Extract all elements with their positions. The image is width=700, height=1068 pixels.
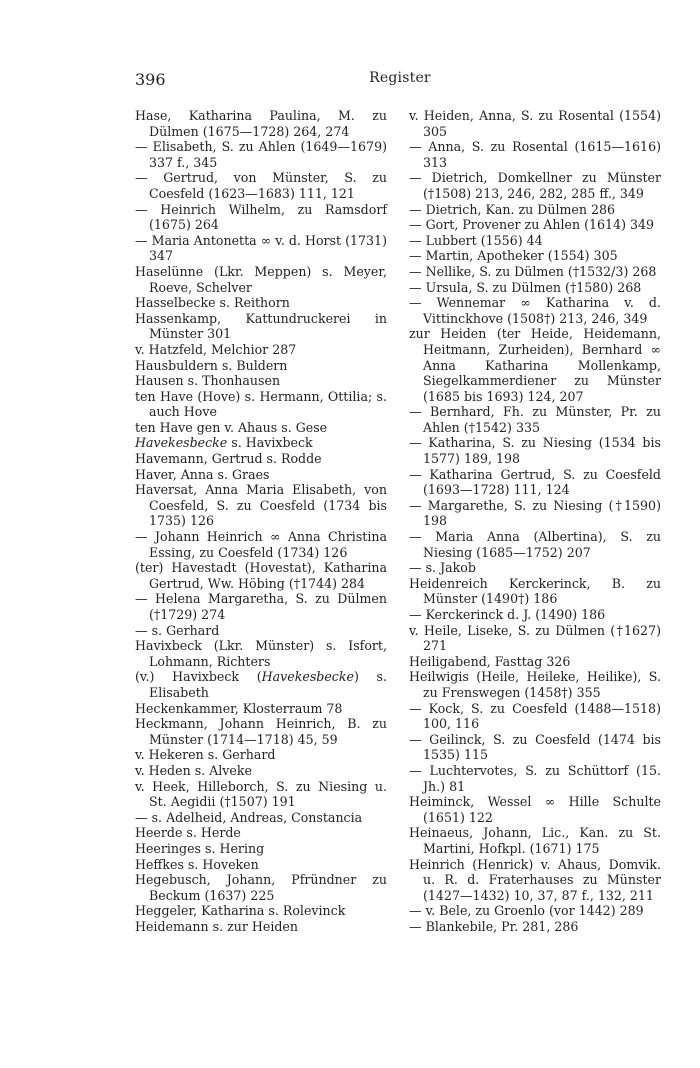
index-entry: — Johann Heinrich ∞ Anna Christina Essing, zu Coesfeld (1734) 126 xyxy=(135,529,387,560)
index-entry: — Anna, S. zu Rosental (1615—1616) 313 xyxy=(409,139,661,170)
index-entry: — Gertrud, von Münster, S. zu Coesfeld (1623—1683) 111, 121 xyxy=(135,170,387,201)
index-entry: Heinaeus, Johann, Lic., Kan. zu St. Martini, Hofkpl. (1671) 175 xyxy=(409,825,661,856)
index-entry: Heilwigis (Heile, Heileke, Heilike), S. zu Frenswegen (1458†) 355 xyxy=(409,669,661,700)
index-entry: ten Have gen v. Ahaus s. Gese xyxy=(135,419,328,435)
index-entry: Havixbeck (Lkr. Münster) s. Isfort, Lohmann, Richters xyxy=(135,638,387,669)
index-entry: Haselünne (Lkr. Meppen) s. Meyer, Roeve, Schelver xyxy=(135,263,387,295)
index-entry: (ter) Havestadt (Hovestat), Katharina Gertrud, Ww. Höbing (†1744) 284 xyxy=(135,560,387,591)
index-entry: v. Heile, Liseke, S. zu Dülmen (†1627) 271 xyxy=(409,622,661,654)
index-entry: Heinrich (Henrick) v. Ahaus, Domvik. u. R. d. Fraterhauses zu Münster (1427—1432) 10, 37, 87 f., 132, 211 xyxy=(409,856,661,903)
index-entry: — Kock, S. zu Coesfeld (1488—1518) 100, 116 xyxy=(409,700,661,732)
index-entry: (v.) Havixbeck (Havekesbecke) s. Elisabeth xyxy=(135,669,387,700)
index-entry: Hase, Katharina Paulina, M. zu Dülmen (1675—1728) 264, 274 xyxy=(135,108,387,139)
page-header xyxy=(135,70,665,92)
index-entry: Hausbuldern s. Buldern xyxy=(135,357,288,373)
index-entry: — Nellike, S. zu Dülmen (†1532/3) 268 xyxy=(409,263,657,279)
index-entry: v. Heek, Hilleborch, S. zu Niesing u. St. Aegidii (†1507) 191 xyxy=(135,778,387,810)
index-entry: ten Have (Hove) s. Hermann, Ottilia; s. auch Hove xyxy=(135,388,387,420)
index-entry: — Helena Margaretha, S. zu Dülmen (†1729) 274 xyxy=(135,591,387,622)
page-number: 396 xyxy=(135,70,166,89)
index-entry: Heckenkammer, Klosterraum 78 xyxy=(135,700,343,716)
index-entry: zur Heiden (ter Heide, Heidemann, Heitmann, Zurheiden), Bernhard ∞ Anna Katharina Mollenkamp, Siegelkammerdiener zu Münster (1685 bis 1693) 124, 207 xyxy=(409,326,661,404)
index-entry: — Heinrich Wilhelm, zu Ramsdorf (1675) 264 xyxy=(135,201,387,233)
index-column-left xyxy=(135,108,387,934)
running-head: Register xyxy=(369,70,431,86)
index-entry: v. Heden s. Alveke xyxy=(135,762,252,778)
index-entry: — Wennemar ∞ Katharina v. d. Vittinckhove (1508†) 213, 246, 349 xyxy=(409,295,661,326)
index-entry: Hegebusch, Johann, Pfründner zu Beckum (1637) 225 xyxy=(135,872,387,903)
index-entry: — s. Gerhard xyxy=(135,622,220,638)
index-entry: Hasselbecke s. Reithorn xyxy=(135,295,290,311)
index-entry: Heiligabend, Fasttag 326 xyxy=(409,653,571,669)
index-entry: — Martin, Apotheker (1554) 305 xyxy=(409,248,618,264)
index-entry: — v. Bele, zu Groenlo (vor 1442) 289 xyxy=(409,903,644,919)
index-entry: v. Hekeren s. Gerhard xyxy=(135,747,276,763)
index-entry: — Maria Anna (Albertina), S. zu Niesing (1685—1752) 207 xyxy=(409,529,661,560)
index-entry: Haversat, Anna Maria Elisabeth, von Coesfeld, S. zu Coesfeld (1734 bis 1735) 126 xyxy=(135,482,387,529)
index-entry: Heeringes s. Hering xyxy=(135,840,265,856)
index-entry: Heffkes s. Hoveken xyxy=(135,856,259,872)
index-entry: — Katharina, S. zu Niesing (1534 bis 1577) 189, 198 xyxy=(409,435,661,467)
index-entry: — Lubbert (1556) 44 xyxy=(409,232,543,248)
index-entry: — s. Jakob xyxy=(409,560,476,576)
index-entry: Havemann, Gertrud s. Rodde xyxy=(135,451,322,467)
index-entry: — Blankebile, Pr. 281, 286 xyxy=(409,918,579,934)
index-entry: Heerde s. Herde xyxy=(135,825,241,841)
index-entry: — Margarethe, S. zu Niesing (†1590) 198 xyxy=(409,497,661,529)
index-entry: — Bernhard, Fh. zu Münster, Pr. zu Ahlen (†1542) 335 xyxy=(409,404,661,435)
index-entry: — Luchtervotes, S. zu Schüttorf (15. Jh.) 81 xyxy=(409,762,661,794)
index-entry: Heidemann s. zur Heiden xyxy=(135,918,298,934)
index-entry: Heiminck, Wessel ∞ Hille Schulte (1651) 122 xyxy=(409,794,661,825)
index-entry: — Dietrich, Kan. zu Dülmen 286 xyxy=(409,201,616,217)
index-column-right xyxy=(409,108,661,934)
index-entry: Haver, Anna s. Graes xyxy=(135,466,270,482)
index-entry: Havekesbecke s. Havixbeck xyxy=(135,435,313,451)
index-entry: Hausen s. Thonhausen xyxy=(135,373,281,389)
index-entry: Hassenkamp, Kattundruckerei in Münster 301 xyxy=(135,310,387,342)
index-entry: — Dietrich, Domkellner zu Münster (†1508) 213, 246, 282, 285 ff., 349 xyxy=(409,170,661,201)
index-entry: v. Heiden, Anna, S. zu Rosental (1554) 305 xyxy=(409,108,661,139)
index-entry: Heidenreich Kerckerinck, B. zu Münster (1490†) 186 xyxy=(409,575,661,607)
index-entry: — Geilinck, S. zu Coesfeld (1474 bis 1535) 115 xyxy=(409,731,661,763)
index-entry: — Katharina Gertrud, S. zu Coesfeld (1693—1728) 111, 124 xyxy=(409,466,661,498)
index-entry: Heckmann, Johann Heinrich, B. zu Münster (1714—1718) 45, 59 xyxy=(135,716,387,747)
index-entry: — Maria Antonetta ∞ v. d. Horst (1731) 347 xyxy=(135,232,387,264)
index-entry: Heggeler, Katharina s. Rolevinck xyxy=(135,903,346,919)
index-entry: — Kerckerinck d. J. (1490) 186 xyxy=(409,607,606,622)
index-entry: — s. Adelheid, Andreas, Constancia xyxy=(135,809,363,825)
index-entry: — Gort, Provener zu Ahlen (1614) 349 xyxy=(409,217,655,233)
index-entry: — Elisabeth, S. zu Ahlen (1649—1679) 337 f., 345 xyxy=(135,139,387,170)
index-entry: — Ursula, S. zu Dülmen (†1580) 268 xyxy=(409,279,642,295)
index-entry: v. Hatzfeld, Melchior 287 xyxy=(135,341,297,357)
